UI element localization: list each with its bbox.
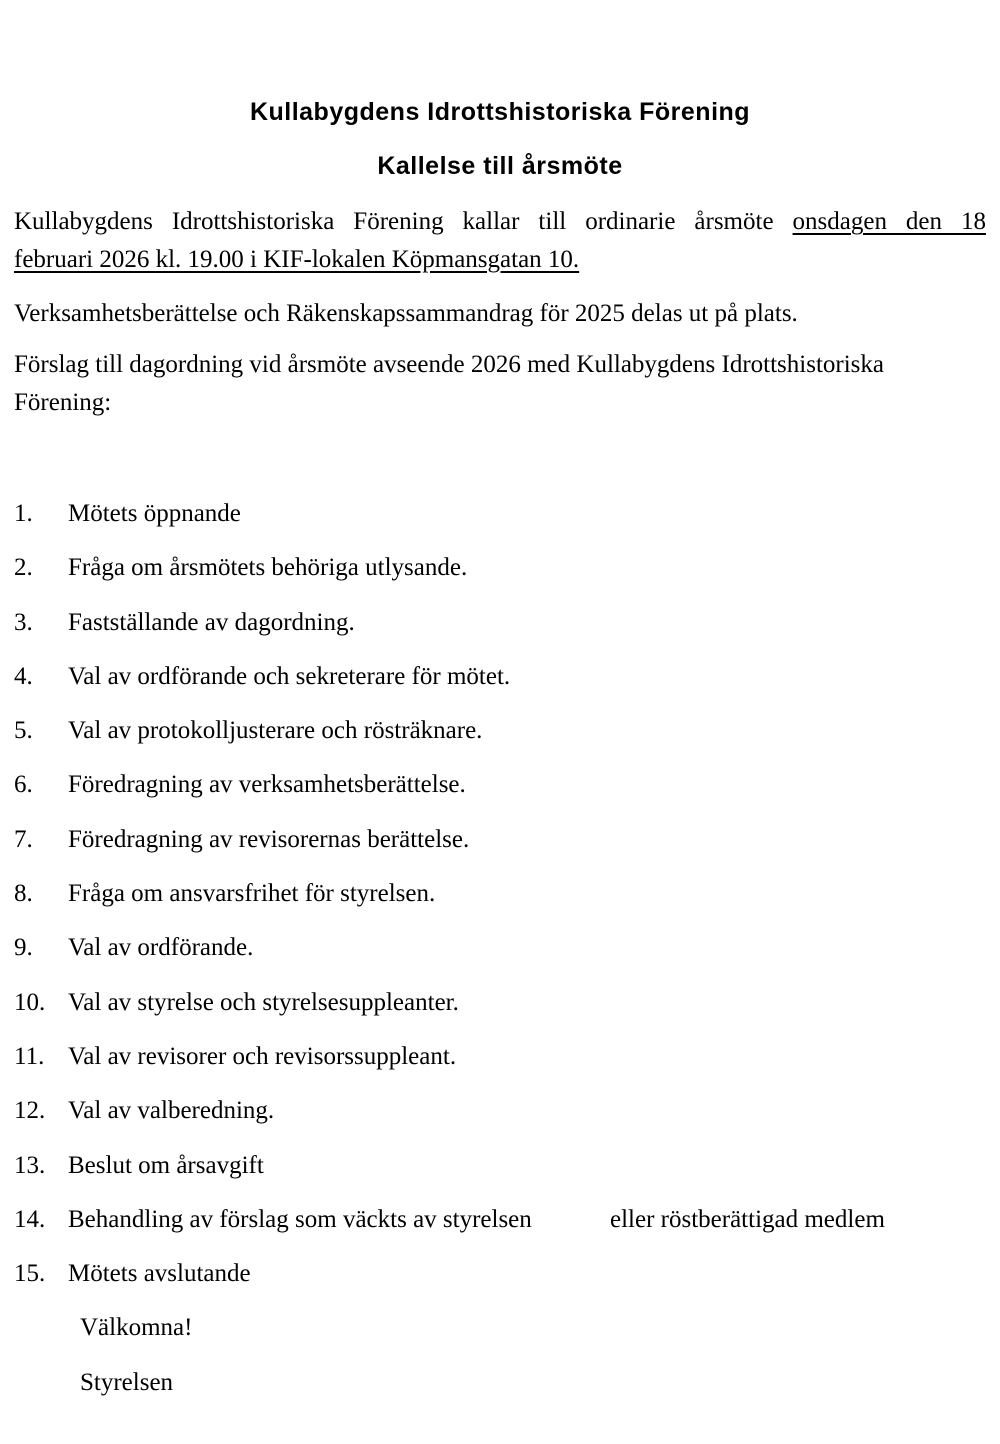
agenda-item-text: Föredragning av verksamhetsberättelse. <box>68 771 466 799</box>
agenda-item-text: Val av valberedning. <box>68 1097 275 1125</box>
agenda-list <box>14 500 986 1423</box>
intro-paragraph <box>14 203 986 278</box>
agenda-item-number: 1. <box>14 500 33 527</box>
agenda-item-text: Beslut om årsavgift <box>68 1151 264 1179</box>
agenda-item-number: 8. <box>14 880 33 908</box>
agenda-item-8 <box>14 880 986 934</box>
intro-underlined-date-part2: februari 2026 kl. 19.00 i KIF-lokalen Köpmansgatan 10. <box>14 245 580 273</box>
agenda-item-3 <box>14 609 986 663</box>
agenda-item-text: Behandling av förslag som väckts av styrelsen <box>68 1205 532 1233</box>
agenda-item-number: 14. <box>14 1205 46 1233</box>
agenda-item-text: Val av ordförande. <box>68 934 254 962</box>
agenda-item-1 <box>14 500 986 554</box>
agenda-item-number: 10. <box>14 988 46 1016</box>
agenda-item-number: 12. <box>14 1097 46 1125</box>
agenda-item-text: Föredragning av revisorernas berättelse. <box>68 825 470 853</box>
agenda-item-12 <box>14 1097 986 1151</box>
agenda-item-2 <box>14 554 986 608</box>
agenda-item-text: Fråga om årsmötets behöriga utlysande. <box>68 554 468 582</box>
agenda-item-5 <box>14 717 986 771</box>
agenda-item-text: Val av revisorer och revisorssuppleant. <box>68 1042 457 1070</box>
intro-underlined-date-part1: onsdagen den 18 <box>792 208 986 235</box>
agenda-item-text: Mötets avslutande <box>68 1260 251 1288</box>
agenda-item-number: 13. <box>14 1151 46 1179</box>
intro-line2 <box>14 241 986 279</box>
signature-label: Styrelsen <box>80 1368 174 1396</box>
agenda-item-number: 7. <box>14 825 33 853</box>
agenda-item-number: 6. <box>14 771 33 799</box>
agenda-item-text: Fastställande av dagordning. <box>68 608 355 636</box>
agenda-item-text: Val av ordförande och sekreterare för mötet. <box>68 662 511 690</box>
agenda-item-9 <box>14 934 986 988</box>
agenda-item-number: 3. <box>14 608 33 636</box>
proposal-heading <box>14 346 986 421</box>
agenda-item-number: 2. <box>14 554 33 582</box>
agenda-item-15 <box>14 1260 986 1314</box>
agenda-item-number: 11. <box>14 1042 45 1070</box>
agenda-item-number: 4. <box>14 662 33 690</box>
agenda-item-text: Val av styrelse och styrelsesuppleanter. <box>68 988 459 1016</box>
agenda-item-number: 5. <box>14 717 33 745</box>
agenda-item-11 <box>14 1043 986 1097</box>
document-title: Kullabygdens Idrottshistoriska Förening <box>249 98 751 126</box>
agenda-item-6 <box>14 771 986 825</box>
agenda-item-4 <box>14 663 986 717</box>
agenda-item-13 <box>14 1152 986 1206</box>
agenda-item-7 <box>14 826 986 880</box>
agenda-item-10 <box>14 989 986 1043</box>
intro-normal-text: Kullabygdens Idrottshistoriska Förening kallar till ordinarie årsmöte <box>14 208 774 235</box>
intro-line1 <box>14 203 986 241</box>
document-subtitle: Kallelse till årsmöte <box>377 152 623 180</box>
handout-note: Verksamhetsberättelse och Räkenskapssammandrag för 2025 delas ut på plats. <box>14 300 798 327</box>
agenda-item-text: Fråga om ansvarsfrihet för styrelsen. <box>68 880 436 908</box>
proposal-line1: Förslag till dagordning vid årsmöte avseende 2026 med Kullabygdens Idrottshistoriska <box>14 351 884 378</box>
agenda-item-text: Val av protokolljusterare och rösträknare. <box>68 717 483 745</box>
agenda-item-text-continued: eller röstberättigad medlem <box>610 1205 885 1233</box>
signature-text <box>14 1369 986 1423</box>
welcome-label: Välkomna! <box>80 1314 193 1342</box>
agenda-item-number: 15. <box>14 1260 46 1288</box>
welcome-text <box>14 1314 986 1368</box>
agenda-item-14 <box>14 1206 986 1260</box>
agenda-item-number: 9. <box>14 934 33 962</box>
proposal-line2: Förening: <box>14 388 112 416</box>
agenda-item-text: Mötets öppnande <box>68 500 241 527</box>
